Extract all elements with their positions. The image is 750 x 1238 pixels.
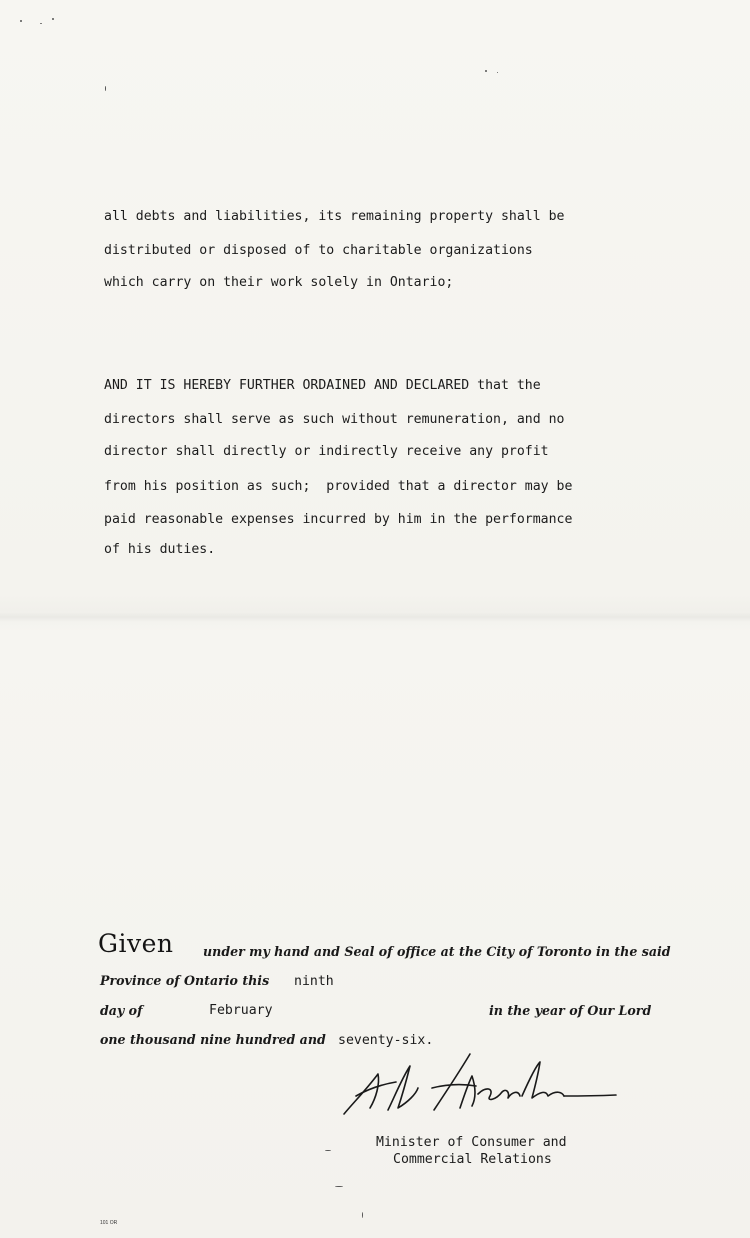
day-value: ninth xyxy=(294,974,334,989)
speck xyxy=(485,70,487,72)
year-value: seventy-six. xyxy=(338,1033,434,1048)
body-line: which carry on their work solely in Ontario; xyxy=(104,275,454,290)
closing-line: in the year of Our Lord xyxy=(489,1003,652,1018)
speck xyxy=(335,1186,343,1187)
body-line: of his duties. xyxy=(104,542,216,557)
body-line: distributed or disposed of to charitable organizations xyxy=(104,243,533,258)
body-line: paid reasonable expenses incurred by him in the performance xyxy=(104,512,573,527)
speck xyxy=(20,20,22,22)
speck xyxy=(362,1212,363,1218)
speck xyxy=(497,72,498,73)
closing-line: one thousand nine hundred and xyxy=(100,1032,326,1047)
body-line: from his position as such; provided that a director may be xyxy=(104,479,573,494)
given-heading: Given xyxy=(98,929,174,958)
paper-fold xyxy=(0,612,750,622)
speck xyxy=(40,23,42,24)
speck xyxy=(52,18,54,20)
closing-line: day of xyxy=(100,1003,143,1018)
signatory-title: Commercial Relations xyxy=(393,1152,552,1167)
month-value: February xyxy=(209,1003,273,1018)
body-line: AND IT IS HEREBY FURTHER ORDAINED AND DECLARED that the xyxy=(104,378,541,393)
body-line: directors shall serve as such without remuneration, and no xyxy=(104,412,565,427)
speck xyxy=(325,1150,331,1151)
speck xyxy=(105,86,106,91)
signature xyxy=(336,1048,626,1120)
form-code: 101 OR xyxy=(100,1220,118,1226)
body-line: director shall directly or indirectly receive any profit xyxy=(104,444,549,459)
closing-line: under my hand and Seal of office at the City of Toronto in the said xyxy=(203,944,671,959)
signatory-title: Minister of Consumer and xyxy=(376,1135,567,1150)
body-line: all debts and liabilities, its remaining property shall be xyxy=(104,209,565,224)
closing-line: Province of Ontario this xyxy=(100,973,270,988)
